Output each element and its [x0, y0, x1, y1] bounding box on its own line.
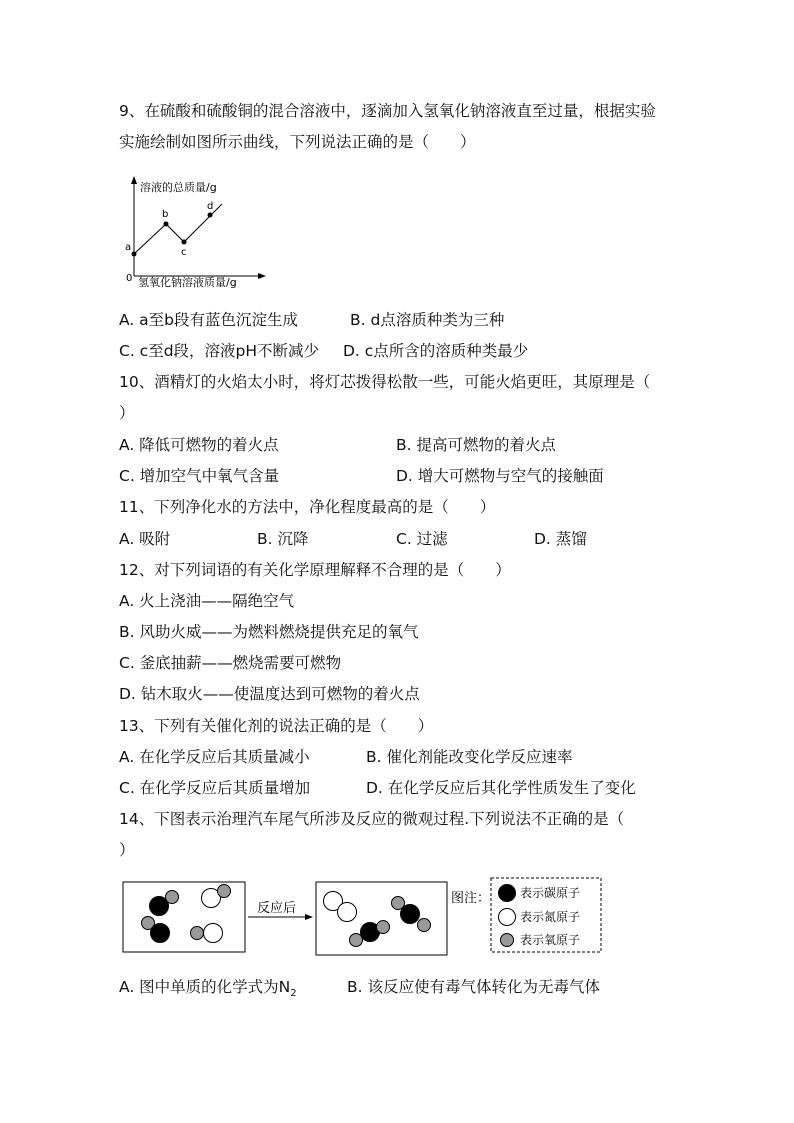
q9-stem-line1: 9、在硫酸和硫酸铜的混合溶液中，逐滴加入氢氧化钠溶液直至过量，根据实验 [119, 102, 656, 120]
q13-option-b: B. 催化剂能改变化学反应速率 [366, 748, 573, 766]
q14-option-a-text: A. 图中单质的化学式为N [119, 978, 291, 996]
label-d: d [207, 201, 214, 212]
point-a [132, 252, 137, 257]
q11-stem: 11、下列净化水的方法中，净化程度最高的是（ ） [119, 498, 496, 516]
q9-option-b: B. d点溶质种类为三种 [350, 311, 505, 329]
q10-option-b: B. 提高可燃物的着火点 [396, 436, 556, 454]
point-d [208, 213, 213, 218]
legend-title: 图注： [451, 891, 491, 906]
q13-option-d: D. 在化学反应后其化学性质发生了变化 [366, 779, 636, 797]
q11-option-d: D. 蒸馏 [534, 530, 587, 548]
graph-xlabel: 氢氧化钠溶液质量/g [138, 276, 237, 289]
point-b [164, 222, 169, 227]
legend-carbon-label: 表示碳原子 [520, 886, 581, 900]
label-b: b [162, 209, 169, 220]
legend-oxygen-atom [501, 934, 514, 947]
q12-option-d: D. 钻木取火——使温度达到可燃物的着火点 [119, 685, 420, 703]
q12-option-b: B. 风助火威——为燃料燃烧提供充足的氧气 [119, 623, 419, 641]
point-c [182, 240, 187, 245]
q14-reaction-diagram [118, 874, 608, 960]
q14-stem-line2: ） [119, 841, 135, 859]
q14-option-a [119, 977, 297, 1004]
legend-nitrogen-atom [499, 909, 516, 926]
q11-option-c: C. 过滤 [396, 530, 448, 548]
q11-option-b: B. 沉降 [257, 530, 309, 548]
graph-origin: 0 [126, 273, 133, 284]
q13-option-a: A. 在化学反应后其质量减小 [119, 748, 310, 766]
q9-graph [118, 172, 278, 290]
arrow-label: 反应后 [257, 901, 297, 916]
q10-option-a: A. 降低可燃物的着火点 [119, 436, 279, 454]
legend-carbon-atom [499, 885, 516, 902]
q14-option-b: B. 该反应使有毒气体转化为无毒气体 [347, 978, 600, 996]
q9-option-a: A. a至b段有蓝色沉淀生成 [119, 311, 299, 329]
q12-stem: 12、对下列词语的有关化学原理解释不合理的是（ ） [119, 561, 511, 579]
q11-option-a: A. 吸附 [119, 530, 171, 548]
q13-stem: 13、下列有关催化剂的说法正确的是（ ） [119, 717, 434, 735]
q13-option-c: C. 在化学反应后其质量增加 [119, 779, 311, 797]
legend-nitrogen-label: 表示氮原子 [520, 910, 581, 924]
q14-option-a-subscript: 2 [290, 988, 297, 1000]
q12-option-a: A. 火上浇油——隔绝空气 [119, 592, 295, 610]
legend-oxygen-label: 表示氧原子 [520, 933, 581, 947]
q9-stem-line2: 实施绘制如图所示曲线，下列说法正确的是（ ） [119, 133, 476, 151]
q9-option-c: C. c至d段，溶液pH不断减少 [119, 342, 320, 360]
label-c: c [181, 247, 187, 258]
q10-stem-line2: ） [119, 404, 135, 422]
q12-option-c: C. 釜底抽薪——燃烧需要可燃物 [119, 654, 342, 672]
q9-option-d: D. c点所含的溶质种类最少 [343, 342, 529, 360]
q14-stem-line1: 14、下图表示治理汽车尾气所涉及反应的微观过程.下列说法不正确的是（ [119, 810, 625, 828]
label-a: a [125, 242, 132, 253]
q10-option-d: D. 增大可燃物与空气的接触面 [396, 467, 604, 485]
q10-option-c: C. 增加空气中氧气含量 [119, 467, 280, 485]
q10-stem-line1: 10、酒精灯的火焰太小时，将灯芯拨得松散一些，可能火焰更旺，其原理是（ [119, 373, 651, 391]
graph-ylabel: 溶液的总质量/g [140, 181, 217, 194]
